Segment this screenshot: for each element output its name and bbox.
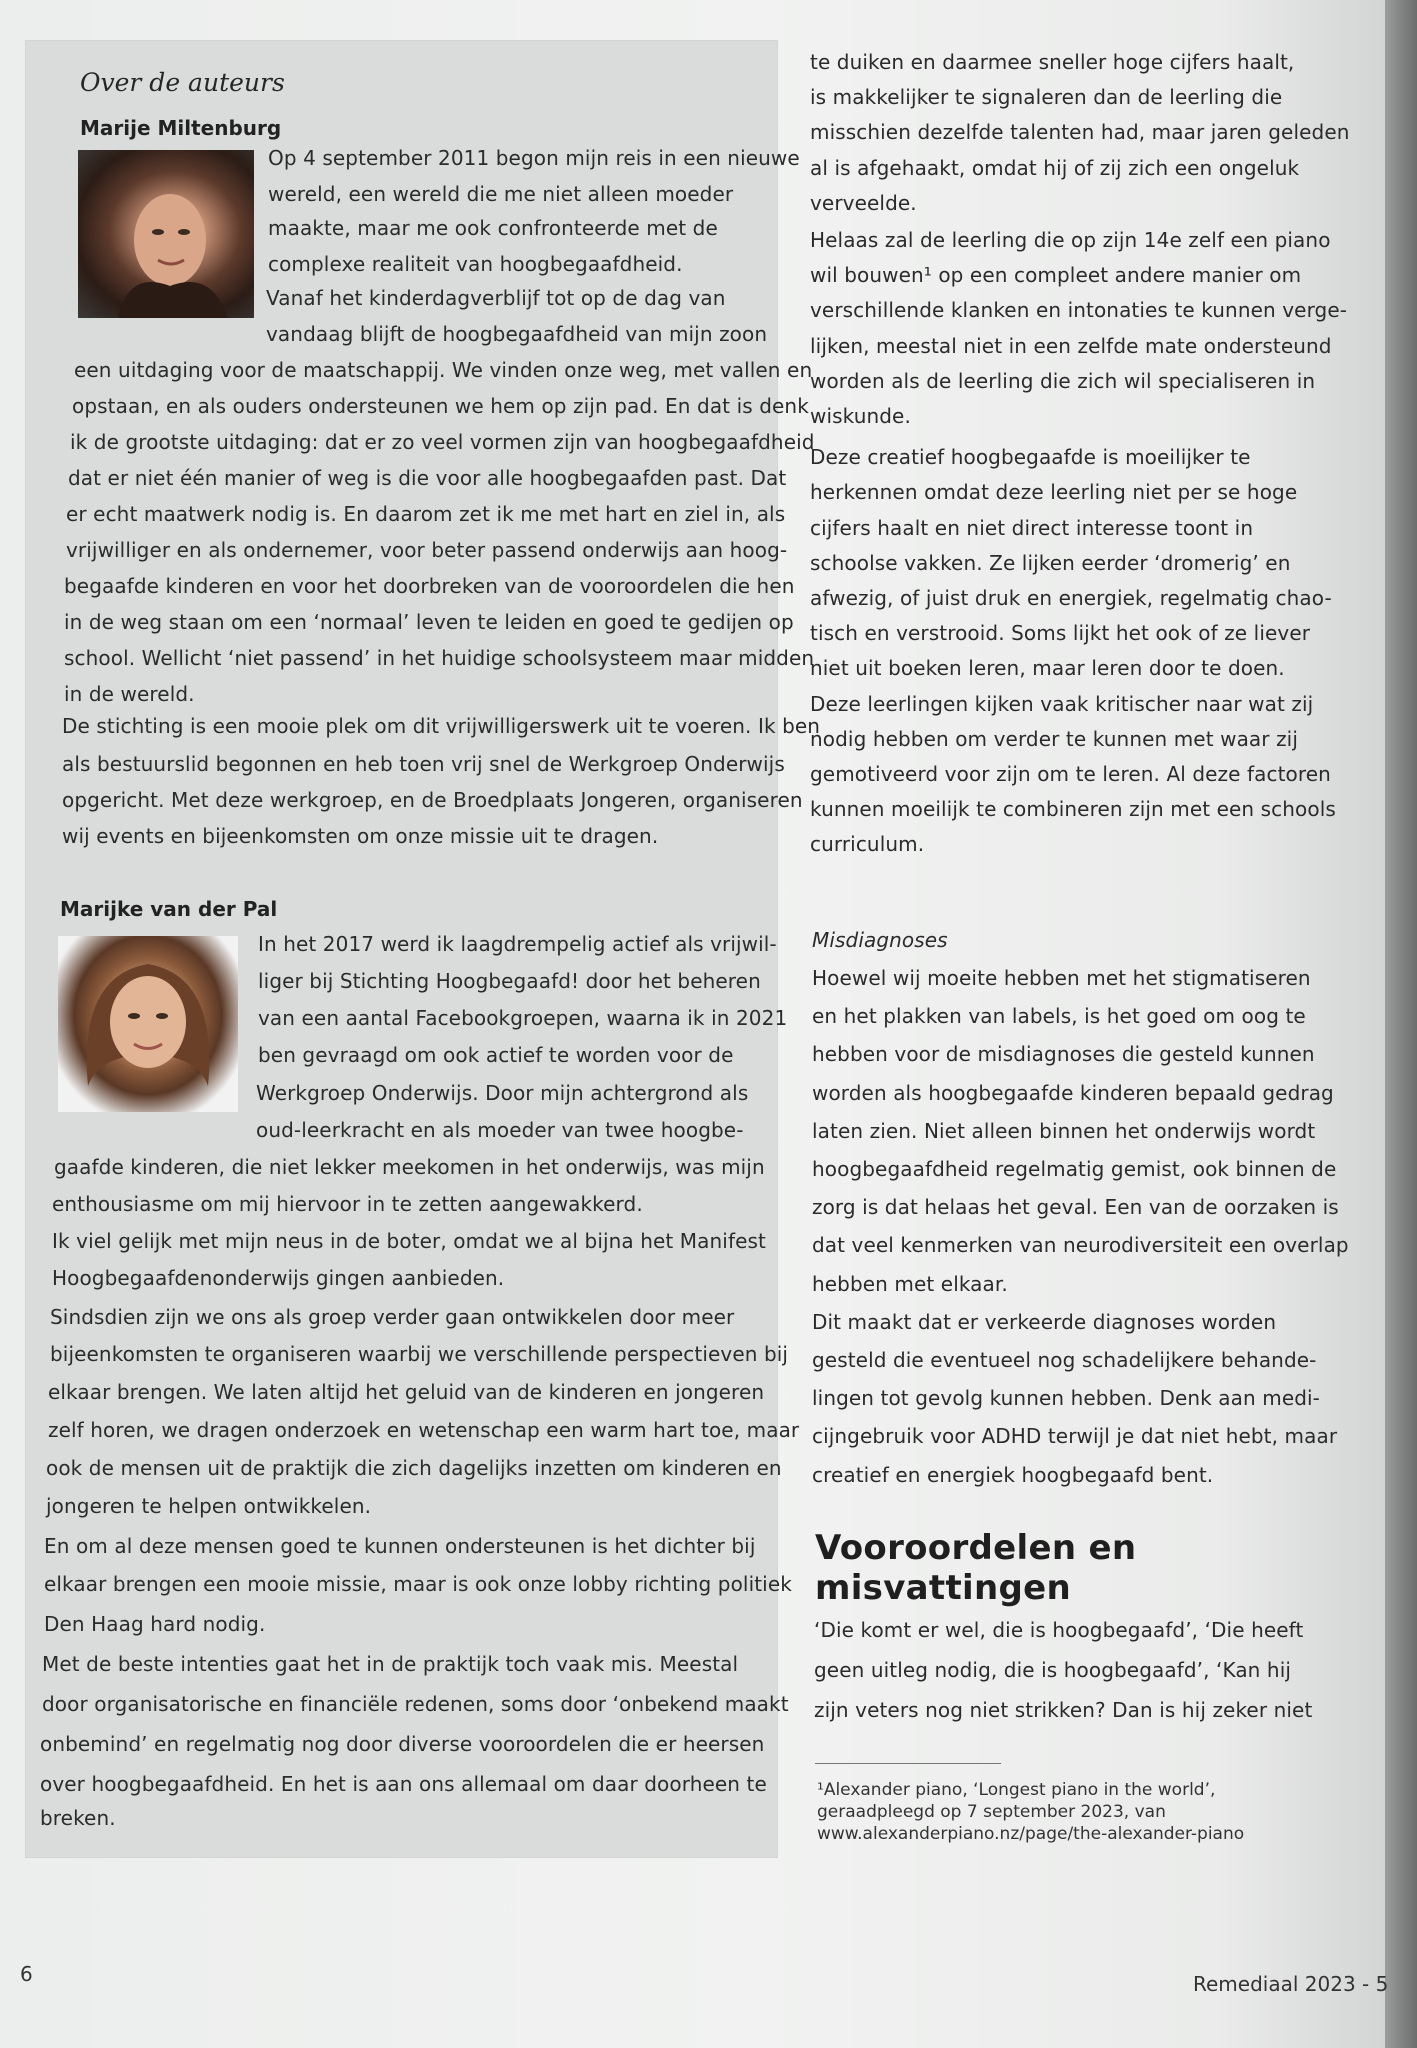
section-subhead-misdiagnoses: Misdiagnoses — [812, 928, 948, 952]
footnote-line: www.alexanderpiano.nz/page/the-alexander-piano — [817, 1824, 1245, 1844]
body-text-line: laten zien. Niet alleen binnen het onderwijs wordt — [812, 1119, 1316, 1143]
author1-text-line: wij events en bijeenkomsten om onze missie uit te dragen. — [62, 824, 659, 848]
footnote-line: geraadpleegd op 7 september 2023, van — [817, 1802, 1166, 1822]
author1-text-line: school. Wellicht ‘niet passend’ in het huidige schoolsysteem maar midden — [64, 646, 815, 670]
body-text-line: geen uitleg nodig, die is hoogbegaafd’, ‘Kan hij — [814, 1658, 1292, 1682]
body-text-line: verveelde. — [810, 191, 917, 215]
sidebar-title: Over de auteurs — [80, 68, 285, 97]
page-edge-shadow — [1385, 0, 1417, 2048]
body-text-line: worden als de leerling die zich wil specialiseren in — [810, 369, 1316, 393]
author2-text-line: jongeren te helpen ontwikkelen. — [46, 1494, 372, 1518]
body-text-line: dat veel kenmerken van neurodiversiteit een overlap — [812, 1233, 1349, 1257]
body-text-line: Helaas zal de leerling die op zijn 14e zelf een piano — [810, 228, 1331, 252]
body-text-line: wiskunde. — [810, 404, 911, 428]
author2-text-line: onbemind’ en regelmatig nog door diverse vooroordelen die er heersen — [40, 1732, 765, 1756]
author1-text-line: in de wereld. — [64, 682, 195, 706]
author2-text-line: Ik viel gelijk met mijn neus in de boter, omdat we al bijna het Manifest — [52, 1229, 766, 1253]
author1-text-line: een uitdaging voor de maatschappij. We vinden onze weg, met vallen en — [74, 358, 813, 382]
body-text-line: gemotiveerd voor zijn om te leren. Al deze factoren — [810, 762, 1331, 786]
body-text-line: afwezig, of juist druk en energiek, regelmatig chao- — [810, 586, 1332, 610]
body-text-line: nodig hebben om verder te kunnen met waar zij — [810, 727, 1298, 751]
body-text-line: al is afgehaakt, omdat hij of zij zich een ongeluk — [810, 156, 1300, 180]
author1-photo — [78, 150, 254, 318]
body-text-line: creatief en energiek hoogbegaafd bent. — [812, 1463, 1214, 1487]
author2-text-line: liger bij Stichting Hoogbegaafd! door het beheren — [258, 969, 761, 993]
author2-text-line: zelf horen, we dragen onderzoek en wetenschap een warm hart toe, maar — [48, 1418, 800, 1442]
body-text-line: herkennen omdat deze leerling niet per se hoge — [810, 480, 1298, 504]
section-heading: misvattingen — [815, 1568, 1071, 1608]
author2-name: Marijke van der Pal — [60, 897, 278, 921]
section-heading: Vooroordelen en — [815, 1528, 1137, 1568]
body-text-line: zorg is dat helaas het geval. Een van de oorzaken is — [812, 1195, 1339, 1219]
body-text-line: lijken, meestal niet in een zelfde mate ondersteund — [810, 334, 1332, 358]
author1-text-line: er echt maatwerk nodig is. En daarom zet ik me met hart en ziel in, als — [66, 502, 786, 526]
author1-text-line: Vanaf het kinderdagverblijf tot op de dag van — [266, 286, 726, 310]
body-text-line: zijn veters nog niet strikken? Dan is hij zeker niet — [814, 1698, 1313, 1722]
author2-text-line: En om al deze mensen goed te kunnen ondersteunen is het dichter bij — [44, 1534, 756, 1558]
body-text-line: lingen tot gevolg kunnen hebben. Denk aan medi- — [812, 1386, 1321, 1410]
author1-text-line: opgericht. Met deze werkgroep, en de Broedplaats Jongeren, organiseren — [62, 788, 803, 812]
author2-text-line: van een aantal Facebookgroepen, waarna ik in 2021 — [258, 1006, 788, 1030]
author2-text-line: Met de beste intenties gaat het in de praktijk toch vaak mis. Meestal — [42, 1652, 739, 1676]
author2-text-line: bijeenkomsten te organiseren waarbij we verschillende perspectieven bij — [50, 1342, 789, 1366]
body-text-line: wil bouwen¹ op een compleet andere manier om — [810, 263, 1302, 287]
author1-text-line: complexe realiteit van hoogbegaafdheid. — [268, 252, 683, 276]
author1-text-line: maakte, maar me ook confronteerde met de — [268, 216, 718, 240]
body-text-line: misschien dezelfde talenten had, maar jaren geleden — [810, 120, 1350, 144]
body-text-line: kunnen moeilijk te combineren zijn met een schools — [810, 797, 1336, 821]
author2-text-line: breken. — [40, 1806, 116, 1830]
author2-portrait-graphic — [58, 936, 238, 1112]
body-text-line: curriculum. — [810, 832, 925, 856]
author1-text-line: vandaag blijft de hoogbegaafdheid van mijn zoon — [266, 322, 768, 346]
body-text-line: is makkelijker te signaleren dan de leerling die — [810, 85, 1283, 109]
author1-text-line: wereld, een wereld die me niet alleen moeder — [268, 182, 734, 206]
body-text-line: te duiken en daarmee sneller hoge cijfers haalt, — [810, 50, 1295, 74]
author1-text-line: ik de grootste uitdaging: dat er zo veel vormen zijn van hoogbegaafdheid — [70, 430, 815, 454]
author1-text-line: in de weg staan om een ‘normaal’ leven te leiden en goed te gedijen op — [64, 610, 794, 634]
body-text-line: hoogbegaafdheid regelmatig gemist, ook binnen de — [812, 1157, 1337, 1181]
author2-text-line: In het 2017 werd ik laagdrempelig actief als vrijwil- — [258, 932, 777, 956]
body-text-line: gesteld die eventueel nog schadelijkere behande- — [812, 1348, 1317, 1372]
author1-text-line: dat er niet één manier of weg is die voor alle hoogbegaafden past. Dat — [68, 466, 787, 490]
author2-text-line: Hoogbegaafdenonderwijs gingen aanbieden. — [52, 1266, 505, 1290]
author2-text-line: elkaar brengen een mooie missie, maar is ook onze lobby richting politiek — [44, 1572, 792, 1596]
body-text-line: tisch en verstrooid. Soms lijkt het ook of ze liever — [810, 621, 1311, 645]
body-text-line: Deze leerlingen kijken vaak kritischer naar wat zij — [810, 692, 1314, 716]
body-text-line: niet uit boeken leren, maar leren door te doen. — [810, 656, 1285, 680]
page-number-right: Remediaal 2023 - 5 — [1193, 1972, 1389, 1996]
author1-text-line: opstaan, en als ouders ondersteunen we hem op zijn pad. En dat is denk — [72, 394, 809, 418]
body-text-line: cijngebruik voor ADHD terwijl je dat niet hebt, maar — [812, 1424, 1338, 1448]
author2-text-line: Werkgroep Onderwijs. Door mijn achtergrond als — [256, 1081, 749, 1105]
body-text-line: worden als hoogbegaafde kinderen bepaald gedrag — [812, 1081, 1334, 1105]
body-text-line: verschillende klanken en intonaties te kunnen verge- — [810, 298, 1348, 322]
author1-name: Marije Miltenburg — [80, 116, 282, 140]
author1-text-line: begaafde kinderen en voor het doorbreken van de vooroordelen die hen — [64, 574, 795, 598]
author2-text-line: elkaar brengen. We laten altijd het geluid van de kinderen en jongeren — [48, 1380, 765, 1404]
body-text-line: hebben met elkaar. — [812, 1272, 1008, 1296]
page-number-left: 6 — [20, 1962, 33, 1986]
body-text-line: Deze creatief hoogbegaafde is moeilijker te — [810, 445, 1251, 469]
author2-text-line: enthousiasme om mij hiervoor in te zetten aangewakkerd. — [52, 1192, 643, 1216]
body-text-line: en het plakken van labels, is het goed om oog te — [812, 1004, 1306, 1028]
body-text-line: hebben voor de misdiagnoses die gesteld kunnen — [812, 1042, 1315, 1066]
author1-portrait-graphic — [78, 150, 254, 318]
footnote-line: ¹Alexander piano, ‘Longest piano in the world’, — [817, 1780, 1216, 1800]
author2-text-line: Sindsdien zijn we ons als groep verder gaan ontwikkelen door meer — [50, 1305, 735, 1329]
body-text-line: Hoewel wij moeite hebben met het stigmatiseren — [812, 966, 1311, 990]
author2-text-line: oud-leerkracht en als moeder van twee hoogbe- — [256, 1118, 744, 1142]
author1-text-line: vrijwilliger en als ondernemer, voor beter passend onderwijs aan hoog- — [66, 538, 788, 562]
author2-text-line: ook de mensen uit de praktijk die zich dagelijks inzetten om kinderen en — [46, 1456, 782, 1480]
author2-text-line: ben gevraagd om ook actief te worden voor de — [258, 1043, 734, 1067]
body-text-line: schoolse vakken. Ze lijken eerder ‘dromerig’ en — [810, 551, 1291, 575]
author2-text-line: Den Haag hard nodig. — [44, 1612, 266, 1636]
body-text-line: ‘Die komt er wel, die is hoogbegaafd’, ‘Die heeft — [814, 1618, 1304, 1642]
author1-text-line: De stichting is een mooie plek om dit vrijwilligerswerk uit te voeren. Ik ben — [62, 714, 821, 738]
author2-photo — [58, 936, 238, 1112]
body-text-line: Dit maakt dat er verkeerde diagnoses worden — [812, 1310, 1277, 1334]
author1-text-line: als bestuurslid begonnen en heb toen vrij snel de Werkgroep Onderwijs — [62, 752, 785, 776]
author2-text-line: door organisatorische en financiële redenen, soms door ‘onbekend maakt — [42, 1692, 789, 1716]
author2-text-line: over hoogbegaafdheid. En het is aan ons allemaal om daar doorheen te — [40, 1772, 767, 1796]
footnote-divider — [815, 1763, 1001, 1764]
author1-text-line: Op 4 september 2011 begon mijn reis in een nieuwe — [268, 146, 800, 170]
body-text-line: cijfers haalt en niet direct interesse toont in — [810, 516, 1254, 540]
author2-text-line: gaafde kinderen, die niet lekker meekomen in het onderwijs, was mijn — [54, 1155, 765, 1179]
